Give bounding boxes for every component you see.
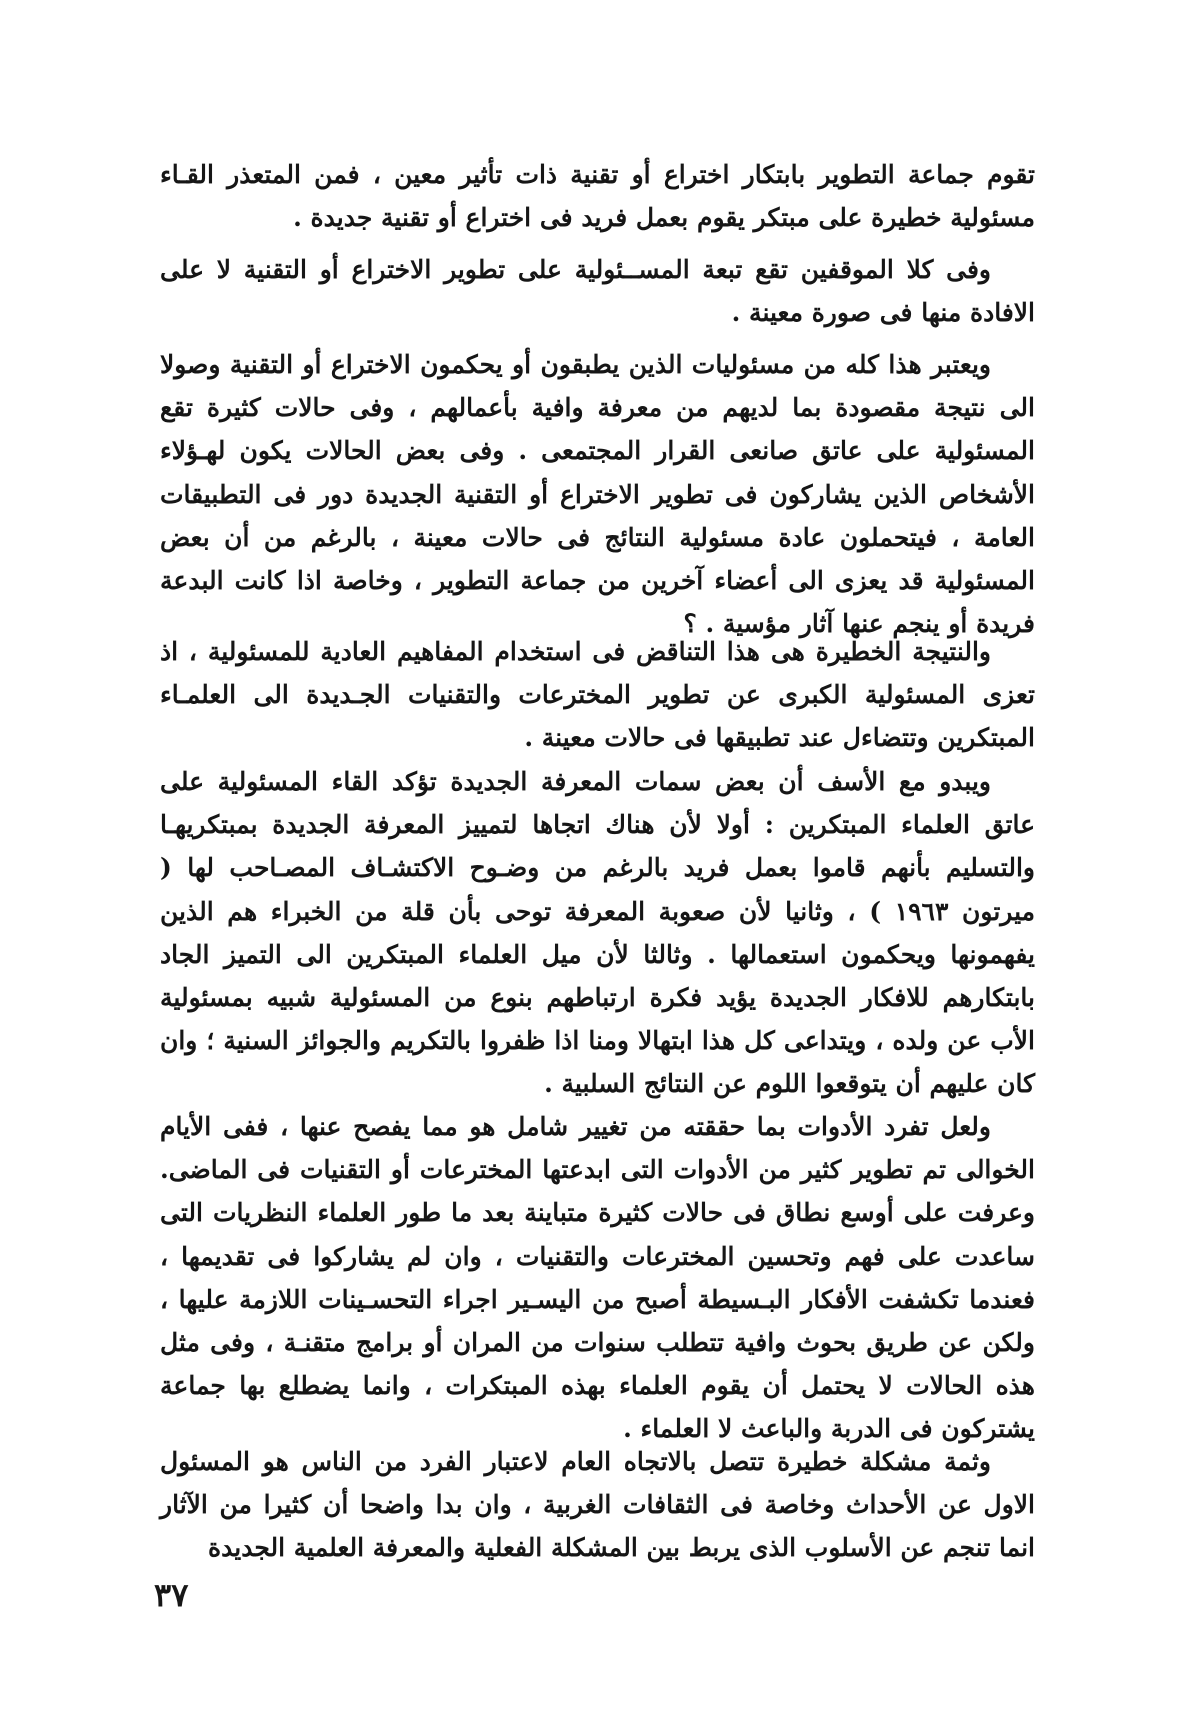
- paragraph-2: وفى كلا الموقفين تقع تبعة المســئولية على تطوير الاختراع أو التقنية لا على الافادة منها فى صورة معينة .: [160, 255, 1035, 328]
- paragraph-7: وثمة مشكلة خطيرة تتصل بالاتجاه العام لاعتبار الفرد من الناس هو المسئول الاول عن الأحداث وخاصة فى الثقافات الغربية ، وان بدا واضحا أن كثيرا من الآثار انما تنجم عن الأسلوب الذى يربط بين المشكلة الفعلية والمعرفة العلمية الجديدة: [160, 1447, 1035, 1563]
- paragraph-4: والنتيجة الخطيرة هى هذا التناقض فى استخدام المفاهيم العادية للمسئولية ، اذ تعزى المسئولية الكبرى عن تطوير المخترعات والتقنيات الجـديدة الى العلمـاء المبتكرين وتتضاءل عند تطبيقها فى حالات معينة .: [160, 637, 1035, 753]
- paragraph-6: ولعل تفرد الأدوات بما حققته من تغيير شامل هو مما يفصح عنها ، ففى الأيام الخوالى تم تطوير كثير من الأدوات التى ابدعتها المخترعات أو التقنيات فى الماضى. وعرفت على أوسع نطاق فى حالات كثيرة متباينة بعد ما طور العلماء النظريات التى ساعدت على فهم وتحسين المخترعات والتقنيات ، وان لم يشاركوا فى تقديمها ، فعندما تكشفت الأفكار البـسيطة أصبح من اليسـير اجراء التحسـينات اللازمة عليها ، ولكن عن طريق بحوث وافية تتطلب سنوات من المران أو برامج متقنـة ، وفى مثل هذه الحالات لا يحتمل أن يقوم العلماء بهذه المبتكرات ، وانما يضطلع بها جماعة يشتركون فى الدربة والباعث لا العلماء .: [160, 1112, 1035, 1444]
- paragraph-1: تقوم جماعة التطوير بابتكار اختراع أو تقنية ذات تأثير معين ، فمن المتعذر القـاء مسئولية خطيرة على مبتكر يقوم بعمل فريد فى اختراع أو تقنية جديدة .: [160, 160, 1035, 233]
- paragraph-3: ويعتبر هذا كله من مسئوليات الذين يطبقون أو يحكمون الاختراع أو التقنية وصولا الى نتيجة مقصودة بما لديهم من معرفة وافية بأعمالهم ، وفى حالات كثيرة تقع المسئولية على عاتق صانعى القرار المجتمعى . وفى بعض الحالات يكون لهـؤلاء الأشخاص الذين يشاركون فى تطوير الاختراع أو التقنية الجديدة دور فى التطبيقات العامة ، فيتحملون عادة مسئولية النتائج فى حالات معينة ، بالرغم من أن بعض المسئولية قد يعزى الى أعضاء آخرين من جماعة التطوير ، وخاصة اذا كانت البدعة فريدة أو ينجم عنها آثار مؤسية . ؟: [160, 350, 1035, 639]
- paragraph-5: ويبدو مع الأسف أن بعض سمات المعرفة الجديدة تؤكد القاء المسئولية على عاتق العلماء المبتكرين : أولا لأن هناك اتجاها لتمييز المعرفة الجديدة بمبتكريهـا والتسليم بأنهم قاموا بعمل فريد بالرغم من وضـوح الاكتشـاف المصـاحب لها ( ميرتون ١٩٦٣ ) ، وثانيا لأن صعوبة المعرفة توحى بأن قلة من الخبراء هم الذين يفهمونها ويحكمون استعمالها . وثالثا لأن ميل العلماء المبتكرين الى التميز الجاد بابتكارهم للافكار الجديدة يؤيد فكرة ارتباطهم بنوع من المسئولية شبيه بمسئولية الأب عن ولده ، ويتداعى كل هذا ابتهالا ومنا اذا ظفروا بالتكريم والجوائز السنية ؛ وان كان عليهم أن يتوقعوا اللوم عن النتائج السلبية .: [160, 767, 1035, 1099]
- page-number: ٣٧: [154, 1576, 189, 1614]
